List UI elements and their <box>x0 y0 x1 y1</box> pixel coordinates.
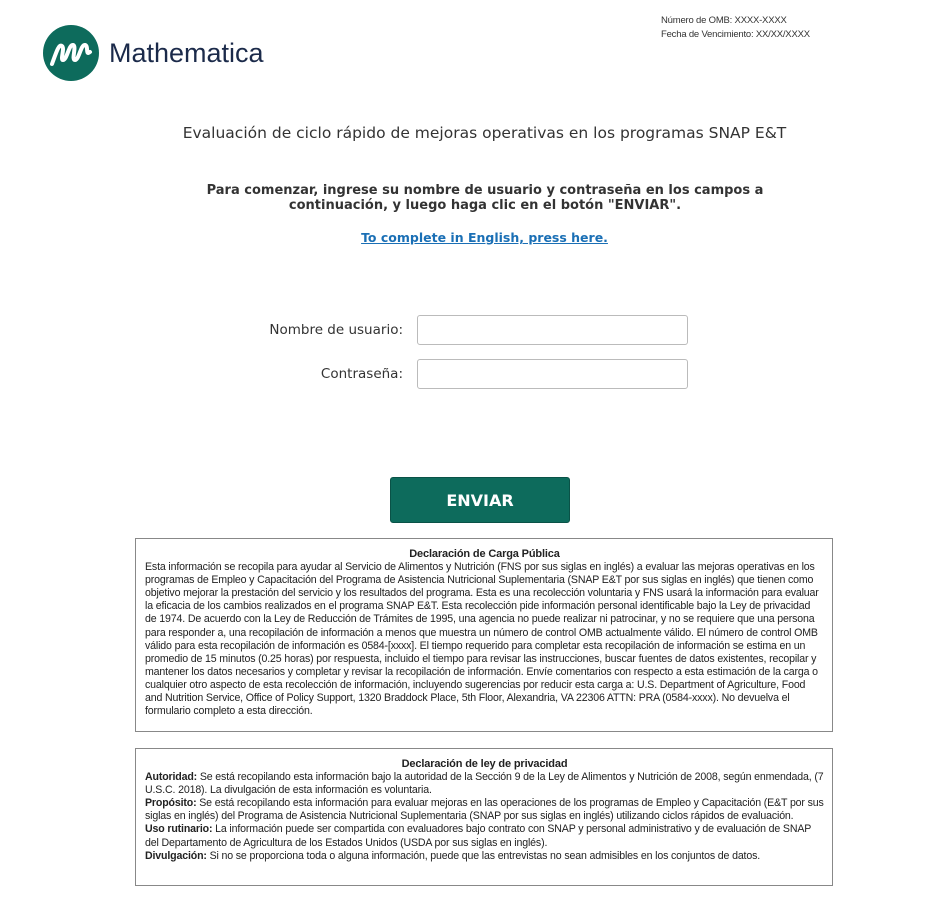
password-label: Contraseña: <box>320 366 403 382</box>
item-label: Divulgación: <box>145 849 207 862</box>
burden-text: Esta información se recopila para ayudar al Servicio de Alimentos y Nutrición (FNS por sus siglas en inglés) a evaluar las mejoras operativas en los programas de Empleo y Capacitación del Programa de Asistencia Nutricional Suplementaria (SNAP E&T por sus siglas en inglés) que tienen como objetivo mejorar la prestación del servicio y los resultados del programa. Esta es una recolección voluntaria y FNS usará la información para evaluar la eficacia de los cambios realizados en el programa SNAP E&T. Esta recolección pide información personal identificable bajo la Ley de privacidad de 1974. De acuerdo con la Ley de Reducción de Trámites de 1995, una agencia no puede realizar ni patrocinar, y no se requiere que una persona para responder a, una recopilación de información a menos que muestra un número de control OMB actualmente válido. El número de control OMB válido para esta recopilación de información es 0584-[xxxx]. El tiempo requerido para completar esta recopilación de información se estima en un promedio de 15 minutos (0.25 horas) por respuesta, incluido el tiempo para revisar las instrucciones, buscar fuentes de datos existentes, recopilar y mantener los datos necesarios y completar y revisar la recopilación de información. Envíe comentarios con respecto a esta estimación de la carga o cualquier otro aspecto de esta recolección de información, incluyendo sugerencias por reducir esta carga a: U.S. Department of Agriculture, Food and Nutrition Service, Office of Policy Support, 1320 Braddock Place, 5th Floor, Alexandria, VA 22306 ATTN: PRA (0584-xxxx). No devuelva el formulario completo a esta dirección. <box>145 561 819 718</box>
username-label: Nombre de usuario: <box>269 322 403 338</box>
submit-button[interactable]: ENVIAR <box>390 477 570 523</box>
password-input[interactable] <box>417 359 688 389</box>
item-label: Autoridad: <box>145 771 198 784</box>
privacy-statement <box>135 748 833 886</box>
privacy-title: Declaración de ley de privacidad <box>401 758 568 770</box>
item-text: Si no se proporciona toda o alguna información, puede que las entrevistas no sean admisibles en los conjuntos de datos. <box>206 849 761 862</box>
omb-info <box>661 14 810 42</box>
privacy-item-routine-use <box>145 823 824 849</box>
privacy-item-disclosure <box>145 850 824 863</box>
omb-number: Número de OMB: XXXX-XXXX <box>661 15 787 26</box>
privacy-item-purpose <box>145 797 824 823</box>
item-text: Se está recopilando esta información para evaluar mejoras en las operaciones de los programas de Empleo y Capacitación (E&T por sus siglas en inglés) del Programa de Asistencia Nutricional Suplementaria (SNAP por sus siglas en inglés) utilizando ciclos rápidos de evaluación. <box>145 797 824 823</box>
item-text: Se está recopilando esta información bajo la autoridad de la Sección 9 de la Ley de Alimentos y Nutrición de 2008, según enmendada, (7 U.S.C. 2018). La divulgación de esta información es voluntaria. <box>145 771 824 797</box>
username-input[interactable] <box>417 315 688 345</box>
item-label: Propósito: <box>145 797 197 810</box>
item-text: La información puede ser compartida con evaluadores bajo contrato con SNAP y personal administrativo y de evaluación de SNAP del Departamento de Agricultura de los Estados Unidos (USDA por sus siglas en inglés). <box>145 823 811 849</box>
item-label: Uso rutinario: <box>145 823 213 836</box>
page-title: Evaluación de ciclo rápido de mejoras operativas en los programas SNAP E&T <box>182 124 787 142</box>
expiration-date: Fecha de Vencimiento: XX/XX/XXXX <box>661 29 810 40</box>
brand-name: Mathematica <box>109 37 264 68</box>
english-link[interactable]: To complete in English, press here. <box>361 230 608 245</box>
intro-text: Para comenzar, ingrese su nombre de usuario y contraseña en los campos a continuación, y luego haga clic en el botón "ENVIAR". <box>206 183 764 213</box>
logo-mark-icon <box>43 25 99 81</box>
burden-title: Declaración de Carga Pública <box>409 548 560 560</box>
privacy-item-authority <box>145 771 824 797</box>
mathematica-logo <box>43 25 264 81</box>
burden-statement <box>135 538 833 732</box>
